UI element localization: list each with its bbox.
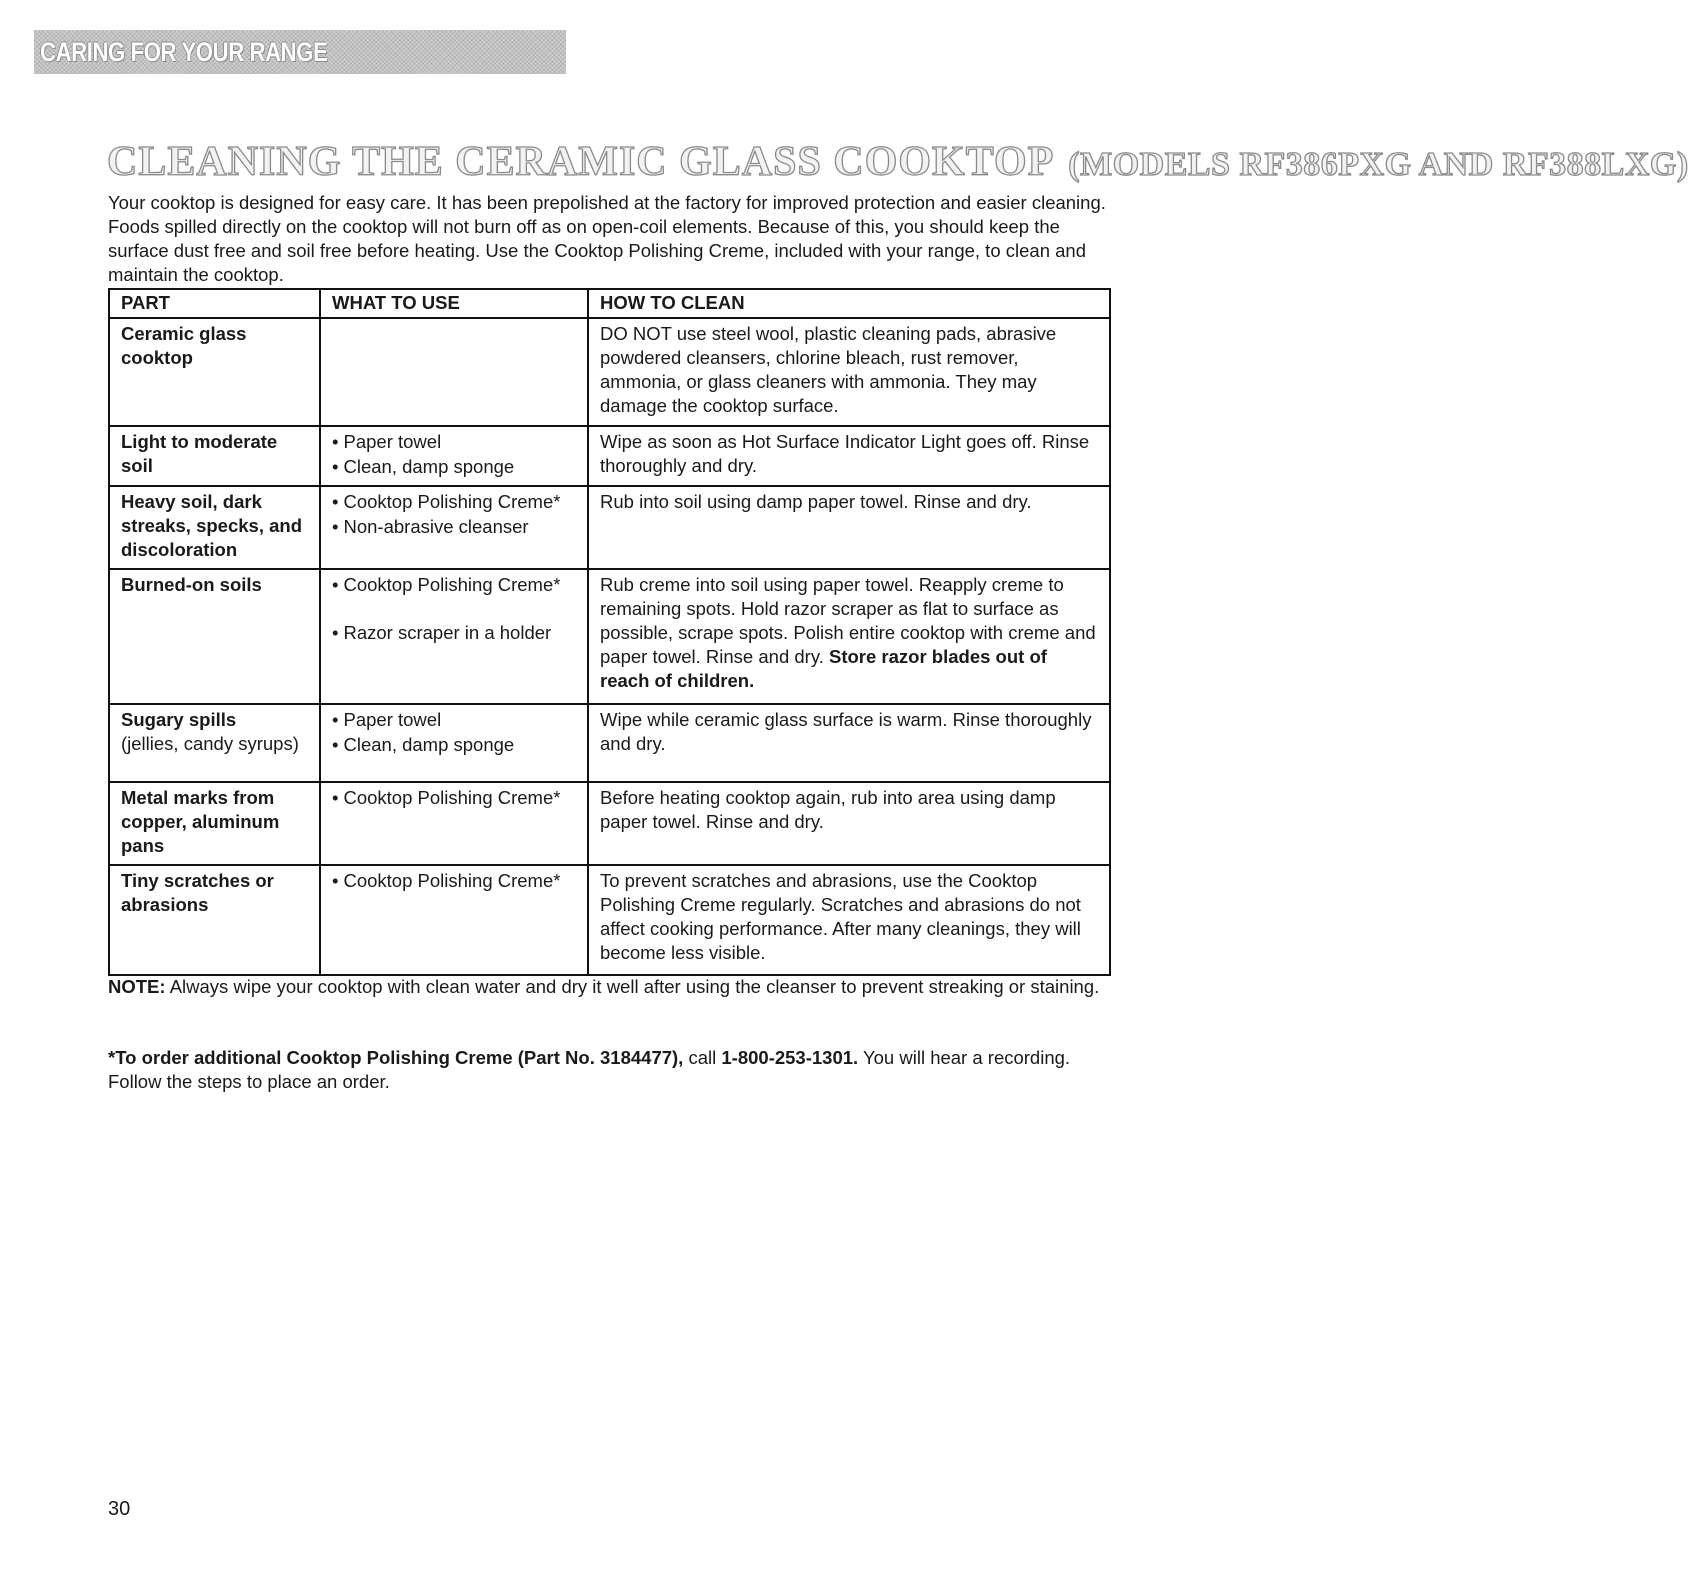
tools-cell <box>320 704 588 782</box>
part-name: Heavy soil, dark streaks, specks, and discoloration <box>121 491 302 560</box>
tools-cell <box>320 569 588 704</box>
tool-item: • Clean, damp sponge <box>332 455 577 479</box>
tool-item: • Cooktop Polishing Creme* <box>332 573 577 597</box>
table-header-row <box>109 289 1110 318</box>
how-cell <box>588 569 1110 704</box>
how-cell <box>588 486 1110 569</box>
how-text: Rub into soil using damp paper towel. Rinse and dry. <box>600 491 1032 512</box>
tools-cell <box>320 865 588 975</box>
tool-item: • Cooktop Polishing Creme* <box>332 869 577 893</box>
how-cell <box>588 704 1110 782</box>
part-cell <box>109 569 320 704</box>
tool-item: • Paper towel <box>332 708 577 732</box>
how-cell <box>588 865 1110 975</box>
tool-item: • Paper towel <box>332 430 577 454</box>
table-row <box>109 486 1110 569</box>
order-paragraph <box>108 1046 1108 1094</box>
how-text: Wipe while ceramic glass surface is warm. Rinse thoroughly and dry. <box>600 709 1092 754</box>
part-name: Metal marks from copper, aluminum pans <box>121 787 280 856</box>
tools-cell <box>320 782 588 865</box>
order-rest: You will hear a recording. Follow the steps to place an order. <box>108 1047 1071 1092</box>
header-part: PART <box>109 289 320 318</box>
how-cell <box>588 318 1110 426</box>
tool-item: • Clean, damp sponge <box>332 733 577 757</box>
note-label: NOTE: <box>108 976 166 997</box>
note-text: Always wipe your cooktop with clean water and dry it well after using the cleanser to prevent streaking or staining. <box>169 976 1100 997</box>
tools-cell <box>320 318 588 426</box>
table-row <box>109 865 1110 975</box>
part-name: Sugary spills <box>121 709 237 730</box>
how-text: To prevent scratches and abrasions, use the Cooktop Polishing Creme regularly. Scratches and abrasions do not affect cooking performance. After many cleanings, they will become less visible. <box>600 870 1081 963</box>
part-note: (jellies, candy syrups) <box>121 733 299 754</box>
part-cell <box>109 318 320 426</box>
part-cell <box>109 426 320 486</box>
part-name: Light to moderate soil <box>121 431 278 476</box>
tools-cell <box>320 486 588 569</box>
tool-item: • Razor scraper in a holder <box>332 621 577 645</box>
how-warning: Store razor blades out of reach of children. <box>600 646 1047 691</box>
header-how-to-clean: HOW TO CLEAN <box>588 289 1110 318</box>
table-row <box>109 704 1110 782</box>
part-cell <box>109 865 320 975</box>
part-name: Tiny scratches or abrasions <box>121 870 274 915</box>
order-phone: 1-800-253-1301. <box>721 1047 859 1068</box>
table-row <box>109 426 1110 486</box>
part-name: Burned-on soils <box>121 574 262 595</box>
table-row <box>109 569 1110 704</box>
note-paragraph <box>108 975 1108 999</box>
tool-item: • Cooktop Polishing Creme* <box>332 490 577 514</box>
part-cell <box>109 782 320 865</box>
how-text: Wipe as soon as Hot Surface Indicator Light goes off. Rinse thoroughly and dry. <box>600 431 1090 476</box>
how-text: Before heating cooktop again, rub into area using damp paper towel. Rinse and dry. <box>600 787 1056 832</box>
section-banner-label: CARING FOR YOUR RANGE <box>40 36 328 67</box>
tools-cell <box>320 426 588 486</box>
tool-item: • Cooktop Polishing Creme* <box>332 786 577 810</box>
order-call: call <box>688 1047 717 1068</box>
part-cell <box>109 486 320 569</box>
page-title <box>107 138 1689 188</box>
part-name: Ceramic glass cooktop <box>121 323 247 368</box>
intro-paragraph: Your cooktop is designed for easy care. It has been prepolished at the factory for improved protection and easier cleaning. Foods spilled directly on the cooktop will not burn off as on open-coil elements. Because of this, you should keep the surface dust free and soil free before heating. Use the Cooktop Polishing Creme, included with your range, to clean and maintain the cooktop. <box>108 192 1106 285</box>
tool-item: • Non-abrasive cleanser <box>332 515 577 539</box>
header-what-to-use: WHAT TO USE <box>320 289 588 318</box>
section-banner <box>34 30 566 74</box>
part-cell <box>109 704 320 782</box>
page-title-models: (MODELS RF386PXG AND RF388LXG) <box>1068 146 1689 183</box>
page-number: 30 <box>108 1498 131 1520</box>
cleaning-table <box>108 288 1111 976</box>
table-row <box>109 782 1110 865</box>
page-title-main: CLEANING THE CERAMIC GLASS COOKTOP <box>107 139 1055 185</box>
how-text: Rub creme into soil using paper towel. Reapply creme to remaining spots. Hold razor scraper as flat to surface as possible, scrape spots. Polish entire cooktop with creme and paper towel. Rinse and dry. <box>600 574 1096 667</box>
how-text: DO NOT use steel wool, plastic cleaning pads, abrasive powdered cleansers, chlorine bleach, rust remover, ammonia, or glass cleaners with ammonia. They may damage the cooktop surface. <box>600 323 1057 416</box>
how-cell <box>588 782 1110 865</box>
how-cell <box>588 426 1110 486</box>
order-lead: *To order additional Cooktop Polishing Creme (Part No. 3184477), <box>108 1047 684 1068</box>
table-row <box>109 318 1110 426</box>
